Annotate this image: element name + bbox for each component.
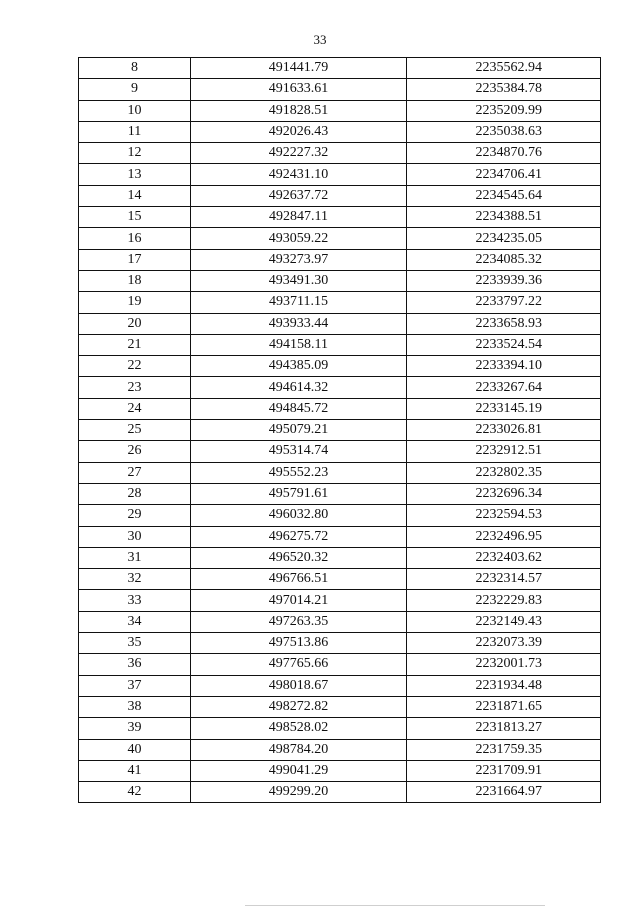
x-coordinate-cell: 493273.97 (191, 249, 407, 270)
point-index-cell: 34 (79, 611, 191, 632)
y-coordinate-cell: 2232496.95 (407, 526, 601, 547)
y-coordinate-cell: 2232149.43 (407, 611, 601, 632)
point-index-cell: 35 (79, 633, 191, 654)
point-index-cell: 30 (79, 526, 191, 547)
point-index-cell: 24 (79, 398, 191, 419)
y-coordinate-cell: 2232802.35 (407, 462, 601, 483)
point-index-cell: 18 (79, 270, 191, 291)
table-row (79, 505, 601, 526)
y-coordinate-cell: 2231664.97 (407, 782, 601, 803)
x-coordinate-cell: 497765.66 (191, 654, 407, 675)
y-coordinate-cell: 2234085.32 (407, 249, 601, 270)
y-coordinate-cell: 2231759.35 (407, 739, 601, 760)
x-coordinate-cell: 498272.82 (191, 696, 407, 717)
point-index-cell: 16 (79, 228, 191, 249)
table-row (79, 718, 601, 739)
table-row (79, 420, 601, 441)
point-index-cell: 17 (79, 249, 191, 270)
x-coordinate-cell: 494845.72 (191, 398, 407, 419)
table-row (79, 696, 601, 717)
y-coordinate-cell: 2235209.99 (407, 100, 601, 121)
y-coordinate-cell: 2231813.27 (407, 718, 601, 739)
x-coordinate-cell: 498528.02 (191, 718, 407, 739)
x-coordinate-cell: 493933.44 (191, 313, 407, 334)
table-row (79, 739, 601, 760)
y-coordinate-cell: 2233267.64 (407, 377, 601, 398)
point-index-cell: 23 (79, 377, 191, 398)
table-row (79, 207, 601, 228)
point-index-cell: 40 (79, 739, 191, 760)
y-coordinate-cell: 2234706.41 (407, 164, 601, 185)
point-index-cell: 13 (79, 164, 191, 185)
table-row (79, 292, 601, 313)
x-coordinate-cell: 498784.20 (191, 739, 407, 760)
x-coordinate-cell: 492637.72 (191, 185, 407, 206)
point-index-cell: 14 (79, 185, 191, 206)
y-coordinate-cell: 2231871.65 (407, 696, 601, 717)
point-index-cell: 22 (79, 356, 191, 377)
table-row (79, 334, 601, 355)
table-row (79, 398, 601, 419)
y-coordinate-cell: 2232912.51 (407, 441, 601, 462)
table-row (79, 143, 601, 164)
point-index-cell: 12 (79, 143, 191, 164)
y-coordinate-cell: 2232696.34 (407, 483, 601, 504)
y-coordinate-cell: 2232594.53 (407, 505, 601, 526)
table-row (79, 313, 601, 334)
table-row (79, 462, 601, 483)
y-coordinate-cell: 2233026.81 (407, 420, 601, 441)
table-row (79, 377, 601, 398)
point-index-cell: 31 (79, 547, 191, 568)
x-coordinate-cell: 492026.43 (191, 121, 407, 142)
point-index-cell: 38 (79, 696, 191, 717)
table-row (79, 270, 601, 291)
table-row (79, 249, 601, 270)
point-index-cell: 15 (79, 207, 191, 228)
y-coordinate-cell: 2232314.57 (407, 569, 601, 590)
y-coordinate-cell: 2231709.91 (407, 760, 601, 781)
scan-edge-line (245, 905, 545, 906)
y-coordinate-cell: 2233658.93 (407, 313, 601, 334)
x-coordinate-cell: 492847.11 (191, 207, 407, 228)
x-coordinate-cell: 496032.80 (191, 505, 407, 526)
table-row (79, 590, 601, 611)
point-index-cell: 28 (79, 483, 191, 504)
point-index-cell: 19 (79, 292, 191, 313)
table-row (79, 58, 601, 79)
y-coordinate-cell: 2235384.78 (407, 79, 601, 100)
point-index-cell: 25 (79, 420, 191, 441)
point-index-cell: 29 (79, 505, 191, 526)
point-index-cell: 36 (79, 654, 191, 675)
point-index-cell: 26 (79, 441, 191, 462)
y-coordinate-cell: 2234235.05 (407, 228, 601, 249)
point-index-cell: 39 (79, 718, 191, 739)
y-coordinate-cell: 2232073.39 (407, 633, 601, 654)
x-coordinate-cell: 493059.22 (191, 228, 407, 249)
x-coordinate-cell: 497014.21 (191, 590, 407, 611)
coordinate-table (78, 57, 601, 803)
point-index-cell: 10 (79, 100, 191, 121)
point-index-cell: 37 (79, 675, 191, 696)
coordinate-table-body (79, 58, 601, 803)
point-index-cell: 32 (79, 569, 191, 590)
y-coordinate-cell: 2233797.22 (407, 292, 601, 313)
y-coordinate-cell: 2235562.94 (407, 58, 601, 79)
y-coordinate-cell: 2233394.10 (407, 356, 601, 377)
point-index-cell: 27 (79, 462, 191, 483)
y-coordinate-cell: 2234545.64 (407, 185, 601, 206)
y-coordinate-cell: 2232001.73 (407, 654, 601, 675)
y-coordinate-cell: 2232403.62 (407, 547, 601, 568)
table-row (79, 441, 601, 462)
x-coordinate-cell: 498018.67 (191, 675, 407, 696)
point-index-cell: 20 (79, 313, 191, 334)
point-index-cell: 41 (79, 760, 191, 781)
point-index-cell: 42 (79, 782, 191, 803)
x-coordinate-cell: 496766.51 (191, 569, 407, 590)
x-coordinate-cell: 496275.72 (191, 526, 407, 547)
x-coordinate-cell: 495791.61 (191, 483, 407, 504)
table-row (79, 356, 601, 377)
x-coordinate-cell: 493711.15 (191, 292, 407, 313)
x-coordinate-cell: 494158.11 (191, 334, 407, 355)
y-coordinate-cell: 2231934.48 (407, 675, 601, 696)
x-coordinate-cell: 494385.09 (191, 356, 407, 377)
y-coordinate-cell: 2234388.51 (407, 207, 601, 228)
table-row (79, 526, 601, 547)
x-coordinate-cell: 494614.32 (191, 377, 407, 398)
point-index-cell: 8 (79, 58, 191, 79)
x-coordinate-cell: 495314.74 (191, 441, 407, 462)
table-row (79, 483, 601, 504)
point-index-cell: 33 (79, 590, 191, 611)
table-row (79, 100, 601, 121)
table-row (79, 164, 601, 185)
x-coordinate-cell: 491441.79 (191, 58, 407, 79)
x-coordinate-cell: 492431.10 (191, 164, 407, 185)
point-index-cell: 21 (79, 334, 191, 355)
x-coordinate-cell: 499041.29 (191, 760, 407, 781)
x-coordinate-cell: 491633.61 (191, 79, 407, 100)
y-coordinate-cell: 2235038.63 (407, 121, 601, 142)
x-coordinate-cell: 496520.32 (191, 547, 407, 568)
table-row (79, 547, 601, 568)
x-coordinate-cell: 495552.23 (191, 462, 407, 483)
table-row (79, 675, 601, 696)
x-coordinate-cell: 492227.32 (191, 143, 407, 164)
y-coordinate-cell: 2233524.54 (407, 334, 601, 355)
point-index-cell: 11 (79, 121, 191, 142)
x-coordinate-cell: 491828.51 (191, 100, 407, 121)
table-row (79, 654, 601, 675)
x-coordinate-cell: 493491.30 (191, 270, 407, 291)
table-row (79, 569, 601, 590)
x-coordinate-cell: 495079.21 (191, 420, 407, 441)
y-coordinate-cell: 2234870.76 (407, 143, 601, 164)
table-row (79, 121, 601, 142)
table-row (79, 611, 601, 632)
table-row (79, 760, 601, 781)
y-coordinate-cell: 2232229.83 (407, 590, 601, 611)
table-row (79, 633, 601, 654)
point-index-cell: 9 (79, 79, 191, 100)
x-coordinate-cell: 497513.86 (191, 633, 407, 654)
y-coordinate-cell: 2233145.19 (407, 398, 601, 419)
table-row (79, 782, 601, 803)
table-row (79, 79, 601, 100)
y-coordinate-cell: 2233939.36 (407, 270, 601, 291)
table-row (79, 228, 601, 249)
x-coordinate-cell: 499299.20 (191, 782, 407, 803)
x-coordinate-cell: 497263.35 (191, 611, 407, 632)
table-row (79, 185, 601, 206)
page-number: 33 (313, 32, 327, 47)
